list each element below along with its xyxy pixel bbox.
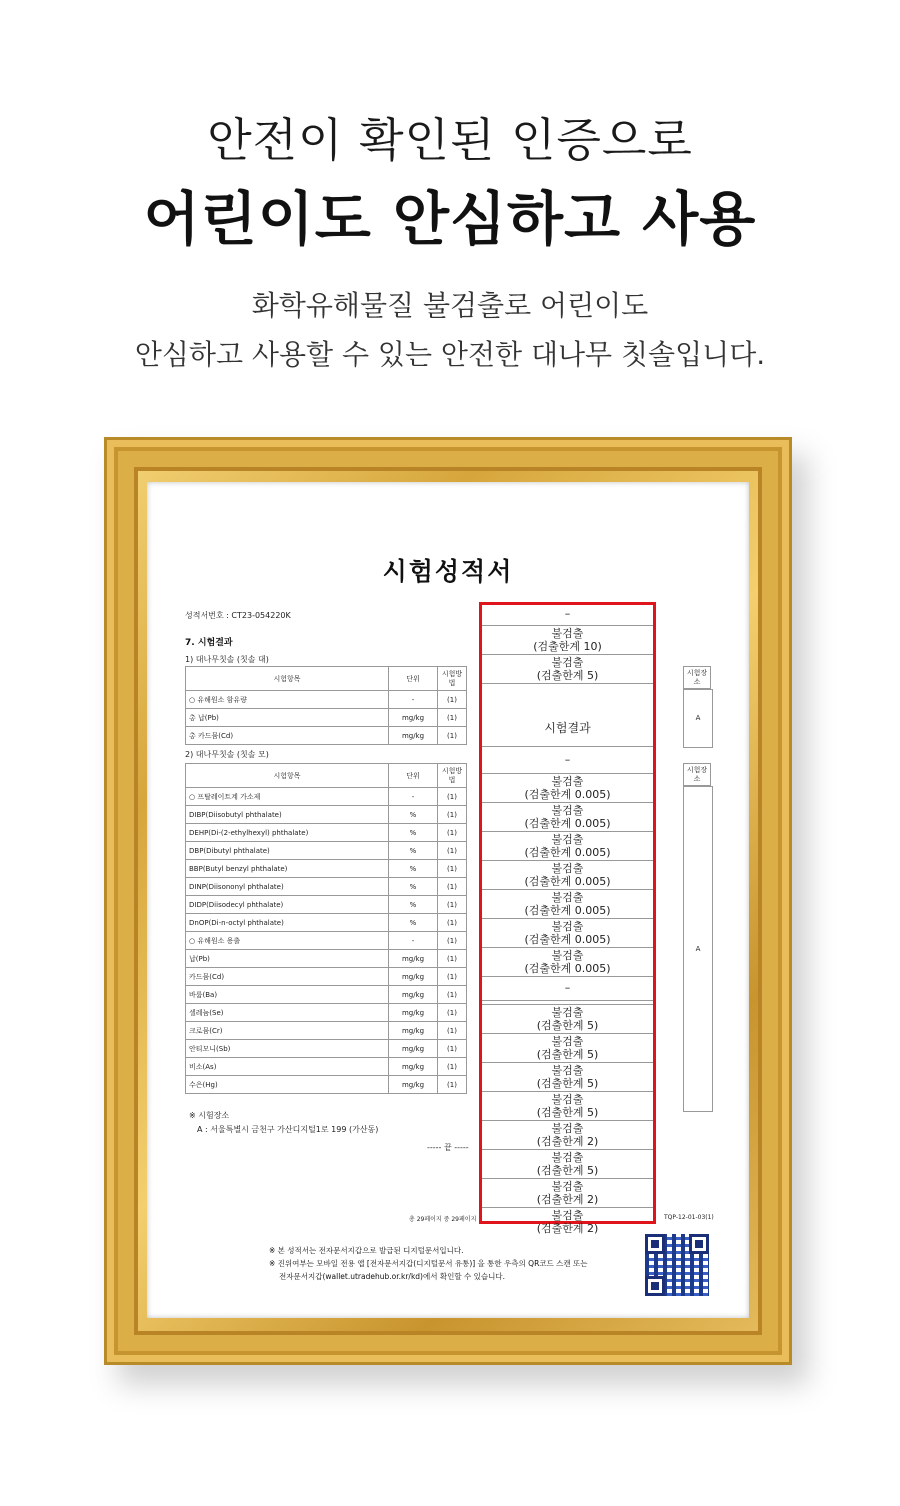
notes (189, 1110, 378, 1138)
result-cell: 불검출 (검출한계 5) (482, 1150, 653, 1179)
bottom-note-2: ※ 진위여부는 모바일 전용 앱 [전자문서지갑(디지털문서 유통)] 을 통한 우측의 QR코드 스캔 또는 (269, 1259, 588, 1268)
cell-method: (1) (438, 1022, 467, 1040)
result-cell: 불검출 (검출한계 5) (482, 655, 653, 684)
header-place-b: 시험장소 (683, 763, 711, 786)
header-item: 시험항목 (186, 764, 389, 788)
cell-method: (1) (438, 788, 467, 806)
table-row (186, 709, 467, 727)
table-row (186, 1058, 467, 1076)
subtext-line2: 안심하고 사용할 수 있는 안전한 대나무 칫솔입니다. (134, 338, 766, 371)
result-cell: 불검출 (검출한계 0.005) (482, 832, 653, 861)
cell-item: DINP(Diisononyl phthalate) (186, 878, 389, 896)
cell-item: ○ 유해원소 함유량 (186, 691, 389, 709)
qr-finder (689, 1234, 709, 1254)
cell-method: (1) (438, 914, 467, 932)
table-row (186, 842, 467, 860)
cell-unit: % (389, 860, 438, 878)
result-cell: – (482, 605, 653, 626)
result-cell: 불검출 (검출한계 2) (482, 1121, 653, 1150)
cell-unit: % (389, 878, 438, 896)
table-row (186, 878, 467, 896)
bottom-notes (269, 1244, 588, 1283)
cell-unit: mg/kg (389, 968, 438, 986)
certificate-title: 시험성적서 (382, 557, 514, 586)
form-code: TQP-12-01-03(1) (664, 1214, 714, 1221)
cell-item: DIBP(Diisobutyl phthalate) (186, 806, 389, 824)
cell-unit: - (389, 932, 438, 950)
cell-item: 바륨(Ba) (186, 986, 389, 1004)
cell-unit: mg/kg (389, 727, 438, 745)
table-row (186, 932, 467, 950)
result-cell: 불검출 (검출한계 5) (482, 1092, 653, 1121)
cell-item: 카드뮴(Cd) (186, 968, 389, 986)
table-row (186, 788, 467, 806)
subsection-b: 2) 대나무칫솔 (칫솔 모) (185, 750, 269, 759)
table-row (186, 1040, 467, 1058)
cell-method: (1) (438, 950, 467, 968)
table-row (186, 824, 467, 842)
cell-method: (1) (438, 1004, 467, 1022)
cell-method: (1) (438, 727, 467, 745)
result-cell: 불검출 (검출한계 10) (482, 626, 653, 655)
bottom-note-1: ※ 본 성적서는 전자문서지갑으로 발급된 디지털문서입니다. (269, 1246, 464, 1255)
place-value-b: A (683, 786, 713, 1112)
cell-unit: % (389, 824, 438, 842)
cell-item: 총 카드뮴(Cd) (186, 727, 389, 745)
cell-item: 총 납(Pb) (186, 709, 389, 727)
cell-unit: % (389, 896, 438, 914)
qr-finder (645, 1234, 665, 1254)
cell-item: 셀레늄(Se) (186, 1004, 389, 1022)
cell-item: 납(Pb) (186, 950, 389, 968)
results-column-highlight (479, 602, 656, 1235)
cell-item: BBP(Butyl benzyl phthalate) (186, 860, 389, 878)
cell-method: (1) (438, 896, 467, 914)
place-value-a: A (683, 689, 713, 748)
result-cell: 불검출 (검출한계 5) (482, 1034, 653, 1063)
cell-method: (1) (438, 824, 467, 842)
cell-unit: % (389, 842, 438, 860)
result-cell: 불검출 (검출한계 0.005) (482, 890, 653, 919)
result-spacer (482, 684, 653, 710)
table-row (186, 896, 467, 914)
header-unit: 단위 (389, 667, 438, 691)
header-place-a: 시험장소 (683, 666, 711, 689)
cell-unit: mg/kg (389, 1058, 438, 1076)
end-mark: ----- 끝 ----- (427, 1143, 469, 1152)
certificate-paper (147, 482, 749, 1318)
cell-method: (1) (438, 842, 467, 860)
results-header: 시험결과 (482, 710, 653, 747)
cell-method: (1) (438, 968, 467, 986)
cell-unit: % (389, 914, 438, 932)
headline-line1: 안전이 확인된 인증으로 (207, 113, 693, 167)
section-title: 7. 시험결과 (185, 638, 233, 648)
subsection-a: 1) 대나무칫솔 (칫솔 대) (185, 655, 269, 664)
cell-method: (1) (438, 986, 467, 1004)
table-row (186, 860, 467, 878)
results-table-b (185, 763, 467, 1094)
result-cell: – (482, 747, 653, 774)
cell-method: (1) (438, 709, 467, 727)
result-cell: 불검출 (검출한계 5) (482, 1063, 653, 1092)
doc-number: 성적서번호 : CT23-054220K (185, 611, 291, 620)
result-cell: 불검출 (검출한계 0.005) (482, 774, 653, 803)
result-cell: 불검출 (검출한계 0.005) (482, 803, 653, 832)
table-row (186, 986, 467, 1004)
table-row (186, 950, 467, 968)
note-title: ※ 시험장소 (189, 1111, 230, 1120)
table-row (186, 1004, 467, 1022)
result-cell: 불검출 (검출한계 0.005) (482, 919, 653, 948)
cell-item: ○ 유해원소 용출 (186, 932, 389, 950)
cell-method: (1) (438, 860, 467, 878)
cell-item: DIDP(Diisodecyl phthalate) (186, 896, 389, 914)
table-row (186, 727, 467, 745)
cell-item: 크로뮴(Cr) (186, 1022, 389, 1040)
result-cell: 불검출 (검출한계 0.005) (482, 861, 653, 890)
cell-method: (1) (438, 806, 467, 824)
note-place: A : 서울특별시 금천구 가산디지털1로 199 (가산동) (197, 1125, 379, 1134)
header-method: 시험방법 (438, 667, 467, 691)
cell-item: ○ 프탈레이트계 가소제 (186, 788, 389, 806)
cell-method: (1) (438, 1058, 467, 1076)
cell-method: (1) (438, 878, 467, 896)
result-cell: 불검출 (검출한계 0.005) (482, 948, 653, 977)
subtext-line1: 화학유해물질 불검출로 어린이도 (251, 289, 649, 322)
result-cell: 불검출 (검출한계 2) (482, 1179, 653, 1208)
cell-unit: mg/kg (389, 986, 438, 1004)
table-row (186, 1076, 467, 1094)
cell-method: (1) (438, 932, 467, 950)
cell-item: 비소(As) (186, 1058, 389, 1076)
results-table-a (185, 666, 467, 745)
table-row (186, 968, 467, 986)
table-row (186, 914, 467, 932)
cell-unit: - (389, 788, 438, 806)
cell-item: DnOP(Di-n-octyl phthalate) (186, 914, 389, 932)
table-row (186, 806, 467, 824)
header-unit: 단위 (389, 764, 438, 788)
cell-item: 안티모니(Sb) (186, 1040, 389, 1058)
table-row (186, 1022, 467, 1040)
qr-finder (645, 1276, 665, 1296)
header-method: 시험방법 (438, 764, 467, 788)
cell-unit: mg/kg (389, 709, 438, 727)
cell-unit: mg/kg (389, 1040, 438, 1058)
cell-item: 수은(Hg) (186, 1076, 389, 1094)
headline-line2: 어린이도 안심하고 사용 (143, 185, 757, 253)
table-row (186, 691, 467, 709)
cell-unit: mg/kg (389, 1076, 438, 1094)
cell-method: (1) (438, 691, 467, 709)
cell-unit: - (389, 691, 438, 709)
cell-item: DBP(Dibutyl phthalate) (186, 842, 389, 860)
result-cell: 불검출 (검출한계 2) (536, 1209, 599, 1235)
cell-unit: mg/kg (389, 1022, 438, 1040)
qr-code-icon (645, 1234, 709, 1296)
page-count: 총 29페이지 중 29페이지 (409, 1216, 477, 1223)
cell-method: (1) (438, 1076, 467, 1094)
header-item: 시험항목 (186, 667, 389, 691)
cell-unit: mg/kg (389, 950, 438, 968)
cell-unit: mg/kg (389, 1004, 438, 1022)
result-cell: – (482, 977, 653, 1001)
cell-item: DEHP(Di-(2-ethylhexyl) phthalate) (186, 824, 389, 842)
cell-unit: % (389, 806, 438, 824)
bottom-note-3: 전자문서지갑(wallet.utradehub.or.kr/kd)에서 확인할 수 있습니다. (279, 1272, 505, 1281)
result-cell: 불검출 (검출한계 5) (482, 1005, 653, 1034)
cell-method: (1) (438, 1040, 467, 1058)
